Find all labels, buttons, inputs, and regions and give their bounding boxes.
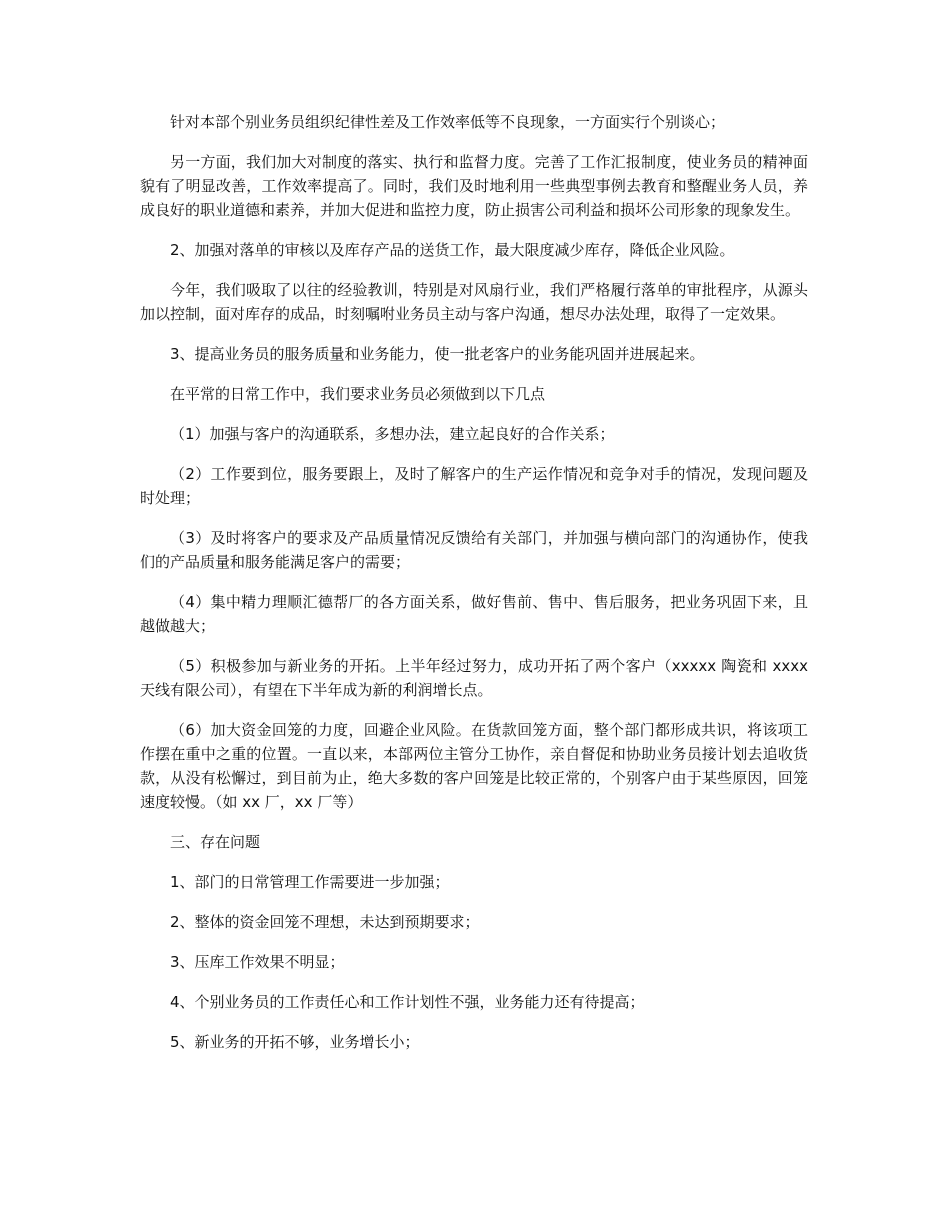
list-item: （2）工作要到位，服务要跟上，及时了解客户的生产运作情况和竞争对手的情况，发现问题及时处理；: [140, 465, 808, 507]
paragraph: 针对本部个别业务员组织纪律性差及工作效率低等不良现象，一方面实行个别谈心；: [170, 113, 726, 131]
heading-item: 2、加强对落单的审核以及库存产品的送货工作，最大限度减少库存，降低企业风险。: [170, 241, 735, 259]
document-body: [140, 110, 808, 1070]
list-item: 4、个别业务员的工作责任心和工作计划性不强，业务能力还有待提高；: [170, 993, 645, 1011]
list-item: （6）加大资金回笼的力度，回避企业风险。在货款回笼方面，整个部门都形成共识，将该项工作摆在重中之重的位置。一直以来，本部两位主管分工协作，亲自督促和协助业务员接计划去追收货款，从没有松懈过，到目前为止，绝大多数的客户回笼是比较正常的，个别客户由于某些原因，回笼速度较慢。（如 xx 厂，xx 厂等）: [140, 721, 808, 811]
list-item: 1、部门的日常管理工作需要进一步加强；: [170, 873, 450, 891]
paragraph: 另一方面，我们加大对制度的落实、执行和监督力度。完善了工作汇报制度，使业务员的精神面貌有了明显改善，工作效率提高了。同时，我们及时地利用一些典型事例去教育和整醒业务人员，养成良好的职业道德和素养，并加大促进和监控力度，防止损害公司利益和损坏公司形象的现象发生。: [140, 153, 808, 219]
paragraph: 在平常的日常工作中，我们要求业务员必须做到以下几点: [170, 385, 546, 403]
list-item: 3、压库工作效果不明显；: [170, 953, 345, 971]
list-item: （4）集中精力理顺汇德帮厂的各方面关系，做好售前、售中、售后服务，把业务巩固下来，且越做越大；: [140, 593, 808, 635]
section-heading: 三、存在问题: [170, 833, 261, 851]
list-item: （5）积极参加与新业务的开拓。上半年经过努力，成功开拓了两个客户（xxxxx 陶瓷和 xxxx 天线有限公司），有望在下半年成为新的利润增长点。: [140, 657, 808, 699]
list-item: （1）加强与客户的沟通联系，多想办法，建立起良好的合作关系；: [170, 425, 615, 443]
list-item: 2、整体的资金回笼不理想，未达到预期要求；: [170, 913, 480, 931]
paragraph: 今年，我们吸取了以往的经验教训，特别是对风扇行业，我们严格履行落单的审批程序，从源头加以控制，面对库存的成品，时刻嘱咐业务员主动与客户沟通，想尽办法处理，取得了一定效果。: [140, 281, 808, 323]
list-item: 5、新业务的开拓不够，业务增长小；: [170, 1033, 420, 1051]
heading-item: 3、提高业务员的服务质量和业务能力，使一批老客户的业务能巩固并进展起来。: [170, 345, 705, 363]
list-item: （3）及时将客户的要求及产品质量情况反馈给有关部门，并加强与横向部门的沟通协作，使我们的产品质量和服务能满足客户的需要；: [140, 529, 808, 571]
